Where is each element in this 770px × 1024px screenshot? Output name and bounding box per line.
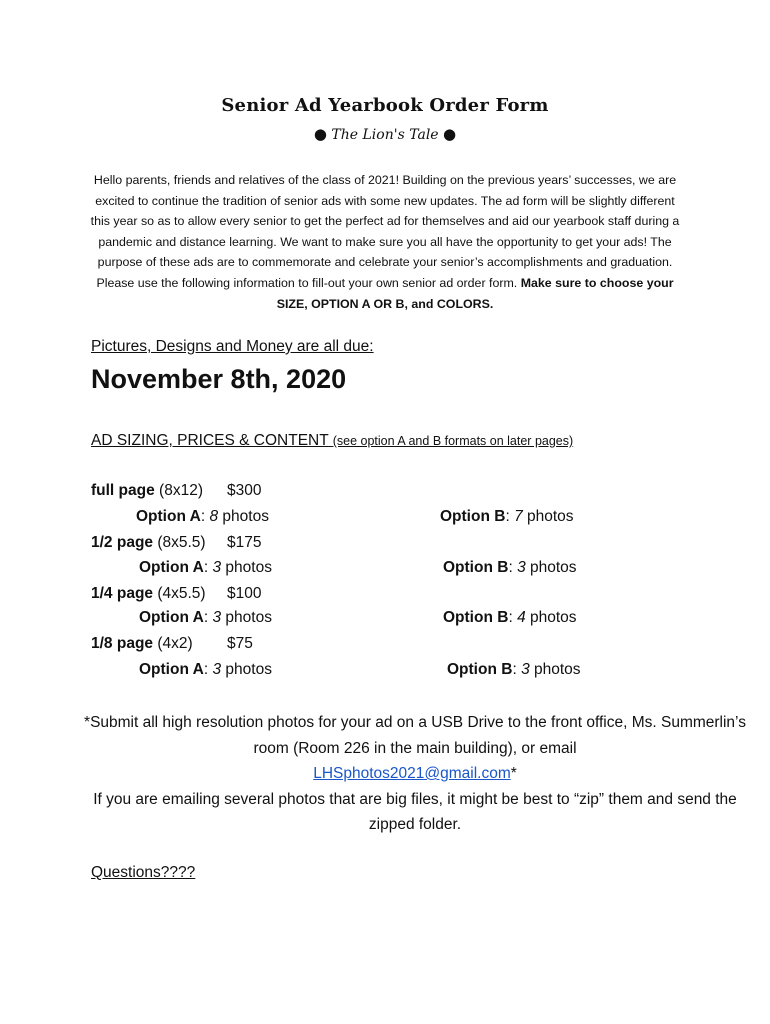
form-title: Senior Ad Yearbook Order Form (221, 95, 549, 116)
option-b-label: Option B (443, 559, 509, 576)
email-line (80, 761, 750, 787)
email-link[interactable]: LHSphotos2021@gmail.com (313, 765, 511, 782)
size-name: 1/2 page (91, 534, 154, 551)
option-a-count: 8 (209, 508, 219, 525)
option-b-label: Option B (440, 508, 506, 525)
size-row-full (91, 482, 203, 500)
subtitle (0, 125, 770, 143)
due-date: November 8th, 2020 (91, 364, 347, 394)
option-a-label: Option A (139, 559, 204, 576)
size-price: $175 (227, 534, 262, 551)
size-name: 1/8 page (91, 635, 154, 652)
photos-word: photos (225, 661, 272, 678)
bullet-right-icon: ● (443, 125, 457, 143)
due-label: Pictures, Designs and Money are all due: (91, 338, 374, 355)
size-price: $100 (227, 585, 262, 602)
intro-text: Hello parents, friends and relatives of the class of 2021! Building on the previous years’ successes, we are excited to continue the tradition of senior ads with some new updates. The ad form will be slightly different this year so as to allow every senior to get the perfect ad for themselves and aid our yearbook staff during a pandemic and distance learning. We want to make sure you all have the opportunity to get your ads! The purpose of these ads are to commemorate and celebrate your senior’s accomplishments and graduation. Please use the following information to fill-out your own senior ad order form. (90, 173, 680, 290)
option-a-label: Option A (136, 508, 201, 525)
option-b-label: Option B (443, 609, 509, 626)
option-a-count: 3 (212, 559, 222, 576)
size-price: $300 (227, 482, 262, 499)
photos-word: photos (534, 661, 581, 678)
size-dims: (8x12) (159, 482, 203, 499)
option-a-line: Option A: 3 photos (139, 559, 272, 576)
photos-word: photos (225, 609, 272, 626)
sizing-heading (91, 432, 573, 450)
intro-emphasis: Make sure to choose your SIZE, OPTION A OR B, and COLORS. (276, 275, 674, 311)
size-dims: (8x5.5) (157, 534, 206, 551)
sizing-heading-text: AD SIZING, PRICES & CONTENT (91, 432, 329, 449)
size-name: 1/4 page (91, 585, 154, 602)
size-name: full page (91, 482, 155, 499)
option-b-line: Option B: 3 photos (447, 661, 581, 678)
option-a-count: 3 (212, 609, 222, 626)
zip-note: If you are emailing several photos that are big files, it might be best to “zip” them and send the zipped folder. (93, 790, 737, 833)
photos-word: photos (225, 559, 272, 576)
option-b-count: 3 (517, 559, 526, 576)
submit-text: *Submit all high resolution photos for your ad on a USB Drive to the front office, Ms. Summerlin’s room (Room 226 in the main building), or email (84, 714, 746, 757)
size-row-eighth (91, 635, 193, 653)
option-b-line: Option B: 4 photos (443, 609, 577, 626)
size-dims: (4x5.5) (157, 585, 206, 602)
option-a-line: Option A: 8 photos (136, 508, 269, 525)
questions-heading: Questions???? (91, 864, 196, 881)
option-a-label: Option A (139, 661, 204, 678)
subtitle-text: The Lion's Tale (331, 127, 439, 143)
size-price: $75 (227, 635, 253, 652)
size-row-quarter (91, 585, 206, 603)
intro-paragraph (88, 170, 682, 314)
bullet-left-icon: ● (313, 125, 327, 143)
option-a-label: Option A (139, 609, 204, 626)
sizing-note: (see option A and B formats on later pages) (332, 434, 574, 448)
option-b-line: Option B: 3 photos (443, 559, 577, 576)
option-b-count: 3 (521, 661, 530, 678)
option-b-line: Option B: 7 photos (440, 508, 574, 525)
option-a-line: Option A: 3 photos (139, 609, 272, 626)
submit-instructions (80, 710, 750, 838)
option-b-label: Option B (447, 661, 513, 678)
photos-word: photos (527, 508, 574, 525)
option-a-count: 3 (212, 661, 222, 678)
size-dims: (4x2) (157, 635, 193, 652)
photos-word: photos (530, 559, 577, 576)
photos-word: photos (222, 508, 269, 525)
email-suffix: * (510, 765, 517, 782)
size-row-half (91, 534, 206, 552)
option-b-count: 4 (517, 609, 526, 626)
option-a-line: Option A: 3 photos (139, 661, 272, 678)
option-b-count: 7 (514, 508, 523, 525)
photos-word: photos (530, 609, 577, 626)
